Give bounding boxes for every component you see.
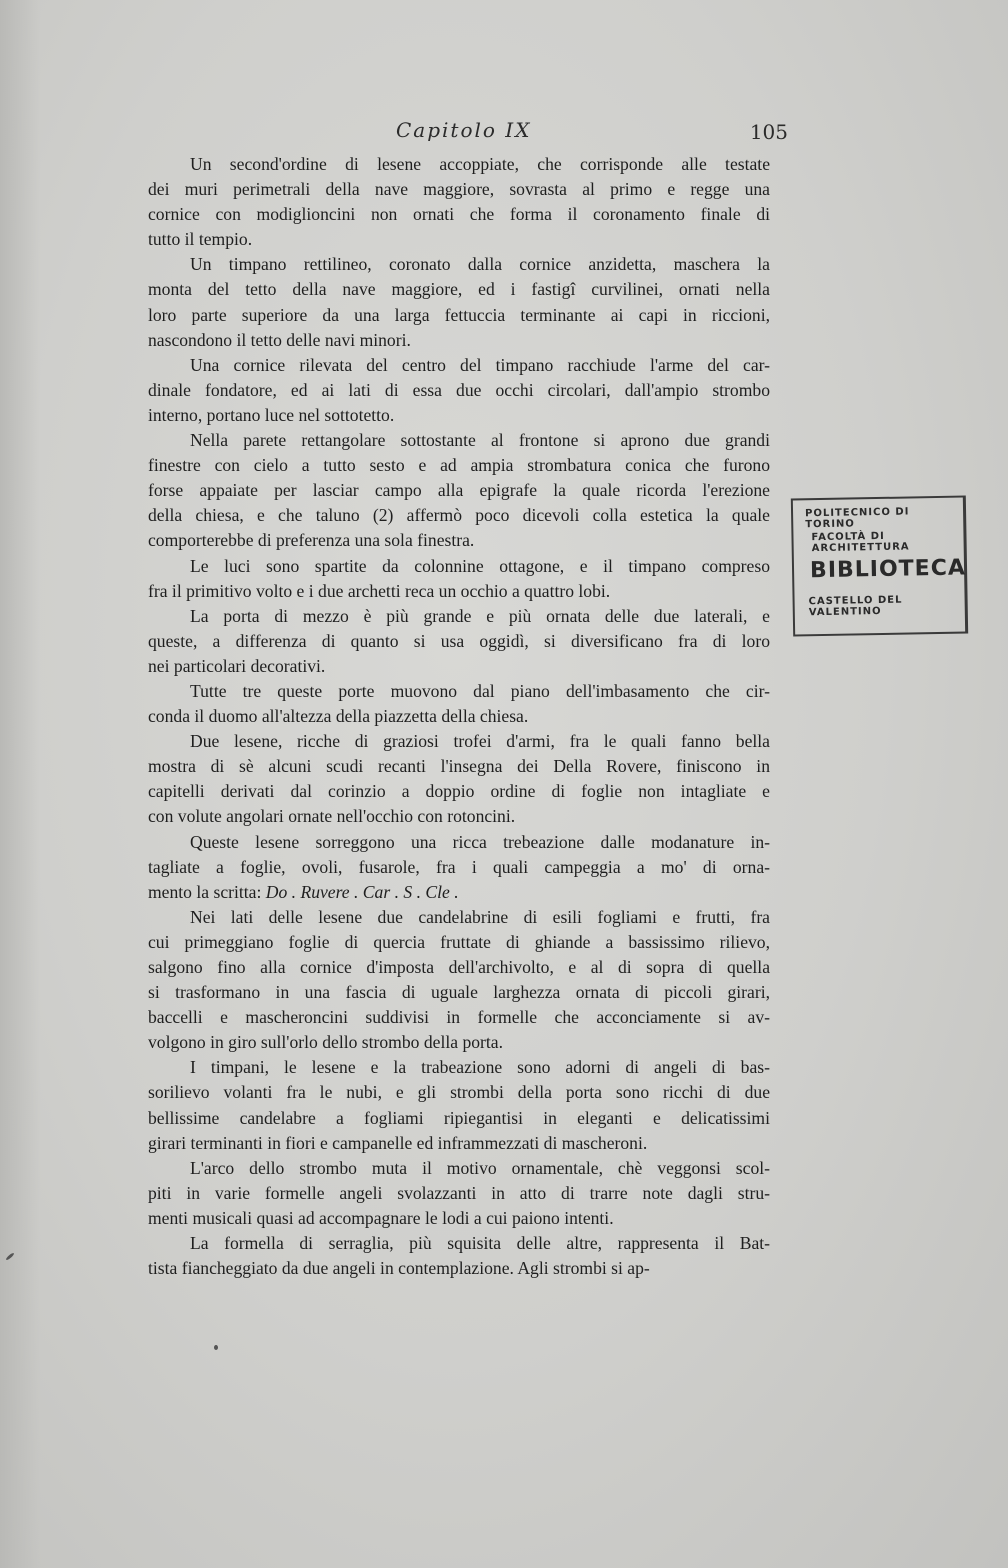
text-line: cornice con modiglioncini non ornati che forma il coronamento finale di <box>148 204 770 225</box>
stamp-line-3: BIBLIOTECA <box>809 555 967 584</box>
text-line: cui primeggiano foglie di quercia fruttate di ghiande a bassissimo rilievo, <box>148 931 770 952</box>
paragraph <box>148 830 770 905</box>
text-line: Le luci sono spartite da colonnine ottagone, e il timpano compreso <box>190 555 770 576</box>
text-line: fra il primitivo volto e i due archetti reca un occhio a quattro lobi. <box>148 580 611 601</box>
paragraph <box>148 554 770 604</box>
inscription-intro: mento la scritta: <box>148 881 266 902</box>
text-line: tista fiancheggiato da due angeli in contemplazione. Agli strombi si ap- <box>148 1258 650 1279</box>
paragraph <box>148 152 770 252</box>
stamp-line-2: FACOLTÀ DI ARCHITETTURA <box>811 530 910 555</box>
text-line: conda il duomo all'altezza della piazzetta della chiesa. <box>148 706 529 727</box>
text-line: volgono in giro sull'orlo dello strombo della porta. <box>148 1032 504 1053</box>
text-line: Nei lati delle lesene due candelabrine di esili fogliami e frutti, fra <box>190 906 770 927</box>
text-line: dei muri perimetrali della nave maggiore, sovrasta al primo e regge una <box>148 179 770 200</box>
text-line: finestre con cielo a tutto sesto e ad ampia strombatura conica che furono <box>148 455 770 476</box>
text-line: mostra di sè alcuni scudi recanti l'insegna dei Della Rovere, finiscono in <box>148 756 770 777</box>
paragraph <box>148 1231 770 1281</box>
running-head <box>148 118 788 148</box>
text-line: La formella di serraglia, più squisita delle altre, rappresenta il Bat- <box>190 1233 770 1254</box>
page-shadow-edge <box>0 0 40 1568</box>
text-line: piti in varie formelle angeli svolazzanti in atto di trarre note dagli stru- <box>148 1182 770 1203</box>
paragraph <box>148 679 770 729</box>
text-line: Un timpano rettilineo, coronato dalla cornice anzidetta, maschera la <box>190 254 770 275</box>
stamp-line-1: POLITECNICO DI TORINO <box>804 506 910 531</box>
paragraph <box>148 905 770 1056</box>
text-line: monta del tetto della nave maggiore, ed i fastigî curvilinei, ornati nella <box>148 279 770 300</box>
text-line: menti musicali quasi ad accompagnare le lodi a cui paiono intenti. <box>148 1207 614 1228</box>
text-line: interno, portano luce nel sottotetto. <box>148 404 395 425</box>
text-line: comporterebbe di preferenza una sola finestra. <box>148 530 475 551</box>
text-line: Due lesene, ricche di graziosi trofei d'armi, fra le quali fanno bella <box>190 731 770 752</box>
body-text <box>148 152 770 1281</box>
paragraph <box>148 353 770 428</box>
text-line: della chiesa, e che taluno (2) affermò poco dicevoli colla estetica la quale <box>148 505 770 526</box>
text-line: tagliate a foglie, ovoli, fusarole, fra i quali campeggia a mo' di orna- <box>148 856 770 877</box>
text-line: Queste lesene sorreggono una ricca trebeazione dalle modanature in- <box>190 831 770 852</box>
text-line: sorilievo volanti fra le nubi, e gli strombi della porta sono ricchi di due <box>148 1082 770 1103</box>
text-line: Una cornice rilevata del centro del timpano racchiude l'arme del car- <box>190 354 770 375</box>
text-line: queste, a differenza di quanto si usa oggidì, si diversificano fra di loro <box>148 630 770 651</box>
library-stamp <box>791 495 968 636</box>
text-line: capitelli derivati dal corinzio a doppio ordine di foglie non intagliate e <box>148 781 770 802</box>
text-line: baccelli e mascheroncini suddivisi in formelle che acconciamente si av- <box>148 1007 770 1028</box>
text-line: si trasformano in una fascia di uguale larghezza ornata di piccoli girari, <box>148 982 770 1003</box>
text-line: Un second'ordine di lesene accoppiate, che corrisponde alle testate <box>190 154 770 174</box>
text-line: dinale fondatore, ed ai lati di essa due occhi circolari, dall'ampio strombo <box>148 379 770 400</box>
stamp-line-4: CASTELLO DEL VALENTINO <box>808 594 903 619</box>
text-line: L'arco dello strombo muta il motivo ornamentale, chè veggonsi scol- <box>190 1157 770 1178</box>
text-line: nascondono il tetto delle navi minori. <box>148 329 411 350</box>
text-line: forse appaiate per lasciar campo alla epigrafe la quale ricorda l'erezione <box>148 480 770 501</box>
text-line: salgono fino alla cornice d'imposta dell'archivolto, e al di sopra di quella <box>148 957 770 977</box>
text-line: Tutte tre queste porte muovono dal piano dell'imbasamento che cir- <box>190 680 770 701</box>
page-number: 105 <box>749 120 788 144</box>
inscription-text: Do . Ruvere . Car . S . Cle . <box>265 881 459 902</box>
text-line: girari terminanti in fiori e campanelle ed inframmezzati di mascheroni. <box>148 1132 648 1153</box>
paragraph <box>148 1156 770 1231</box>
text-line: La porta di mezzo è più grande e più ornata delle due laterali, e <box>190 605 770 626</box>
running-title: Capitolo IX <box>396 118 532 142</box>
text-line <box>148 880 770 905</box>
text-line: con volute angolari ornate nell'occhio con rotoncini. <box>148 806 516 827</box>
text-line: tutto il tempio. <box>148 229 253 250</box>
paragraph <box>148 729 770 829</box>
text-line: Nella parete rettangolare sottostante al frontone si aprono due grandi <box>190 430 770 451</box>
paragraph <box>148 1055 770 1155</box>
text-line: I timpani, le lesene e la trabeazione sono adorni di angeli di bas- <box>190 1057 770 1078</box>
text-line: nei particolari decorativi. <box>148 655 326 676</box>
paragraph <box>148 604 770 679</box>
paragraph <box>148 252 770 352</box>
ink-speck <box>214 1345 218 1350</box>
text-line: bellissime candelabre a fogliami ripiegantisi in eleganti e delicatissimi <box>148 1107 770 1128</box>
text-line: loro parte superiore da una larga fettuccia terminante ai capi in riccioni, <box>148 304 770 325</box>
paragraph <box>148 428 770 553</box>
